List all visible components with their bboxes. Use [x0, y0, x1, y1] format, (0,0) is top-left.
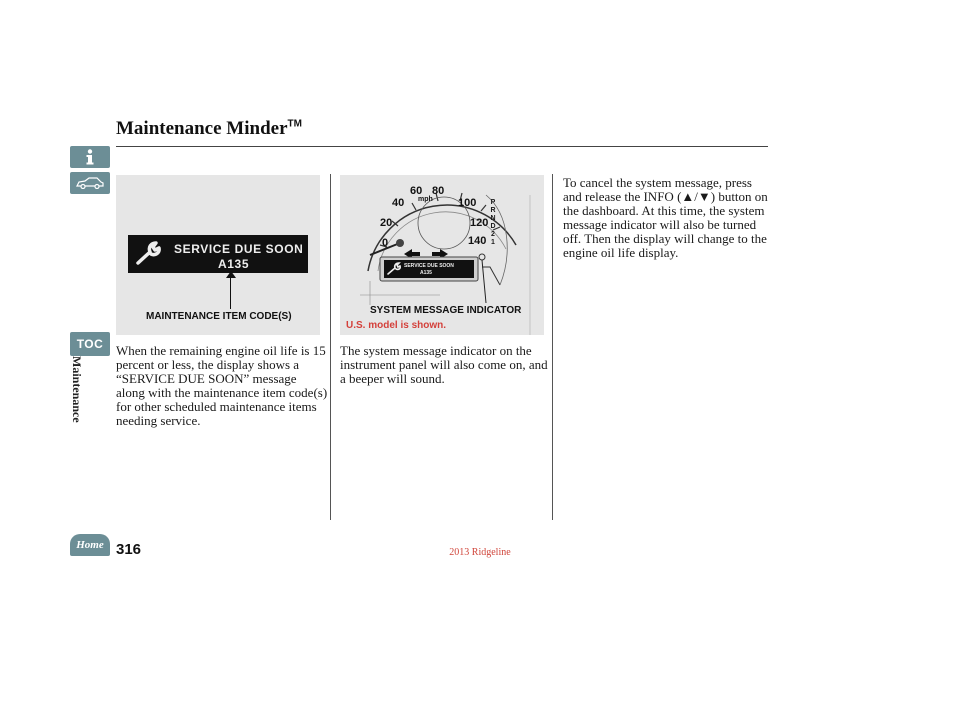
- car-icon: [75, 177, 105, 189]
- column-divider-1: [330, 174, 331, 520]
- callout-line: [230, 273, 231, 309]
- gear-label: P: [490, 199, 496, 206]
- display-code-text: A135: [218, 257, 250, 271]
- speed-label-20: 20: [380, 217, 393, 229]
- footer-model: 2013 Ridgeline: [449, 547, 511, 558]
- speed-label-100: 100: [458, 197, 477, 209]
- display-service-text: SERVICE DUE SOON: [174, 242, 304, 256]
- figure-maintenance-item-code: [116, 175, 320, 335]
- cluster-display-code-text: A135: [420, 270, 432, 276]
- figure-system-message-indicator: [340, 175, 544, 335]
- speed-label-80: 80: [432, 185, 445, 197]
- gear-label: 1: [491, 239, 495, 246]
- section-side-label: Maintenance: [70, 356, 84, 423]
- header-rule: [116, 146, 768, 147]
- speed-label-60: 60: [410, 185, 423, 197]
- figure-caption: SYSTEM MESSAGE INDICATOR: [370, 305, 522, 316]
- callout-arrow: [226, 271, 236, 278]
- speed-label-40: 40: [392, 197, 405, 209]
- speed-label-140: 140: [468, 235, 487, 247]
- cluster-display-service-text: SERVICE DUE SOON: [404, 263, 454, 269]
- gear-label: N: [490, 215, 496, 222]
- paragraph-left: When the remaining engine oil life is 15 percent or less, the display shows a “SERVICE DUE SOON” message along with the maintenance item code(s) for other scheduled maintenance items needing service.: [116, 343, 328, 428]
- page-title-text: Maintenance Minder: [116, 118, 288, 139]
- page-number: 316: [116, 541, 142, 558]
- paragraph-right: To cancel the system message, press and release the INFO (▲/▼) button on the dashboard. At this time, the system message indicator will also be turned off. Then the display will change to the engine oil life display.: [563, 175, 768, 260]
- speed-label-120: 120: [470, 217, 489, 229]
- column-divider-2: [552, 174, 553, 520]
- paragraph-middle: The system message indicator on the instrument panel will also come on, and a beeper will sound.: [340, 343, 548, 386]
- wrench-icon: [134, 241, 166, 267]
- info-icon: [85, 149, 95, 165]
- unit-label: mph: [418, 196, 433, 203]
- figure-caption: MAINTENANCE ITEM CODE(S): [146, 311, 292, 322]
- speed-label-0: 0: [382, 237, 389, 249]
- figure-note: U.S. model is shown.: [346, 320, 447, 331]
- page-title: [116, 118, 302, 140]
- trademark-mark: TM: [287, 118, 302, 130]
- multi-info-display: [128, 235, 308, 273]
- gear-label: R: [490, 207, 496, 214]
- info-tab[interactable]: [70, 146, 110, 168]
- gear-indicator: [488, 199, 498, 247]
- home-button[interactable]: Home: [70, 534, 110, 556]
- gear-label: 2: [491, 231, 495, 238]
- toc-button[interactable]: TOC: [70, 332, 110, 356]
- vehicle-tab[interactable]: [70, 172, 110, 194]
- gear-label: D: [490, 223, 496, 230]
